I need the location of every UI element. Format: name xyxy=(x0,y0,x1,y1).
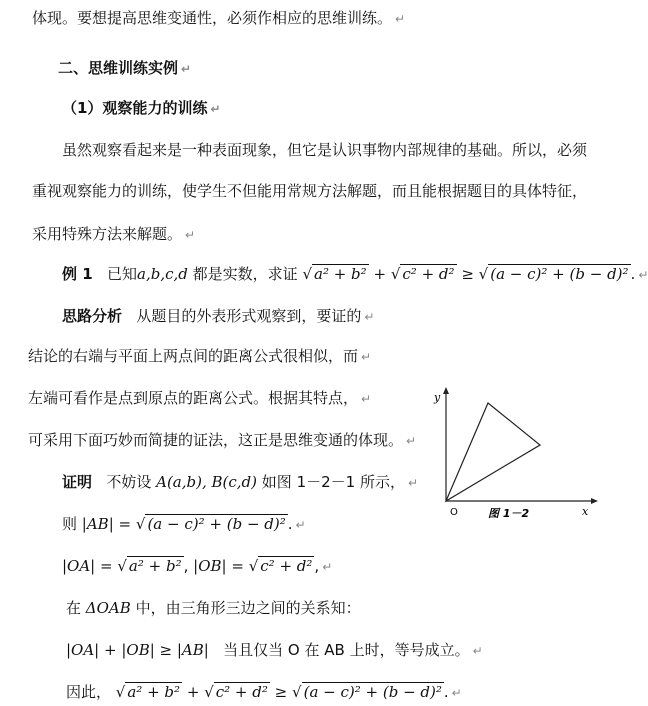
analysis-cont-2: 左端可看作是点到原点的距离公式。根据其特点， ↵ xyxy=(28,389,372,407)
proof-points: A(a,b), B(c,d) xyxy=(156,473,258,491)
text-line-1 xyxy=(32,8,405,29)
analysis-label: 思路分析 xyxy=(62,307,123,325)
proof-label: 证明 xyxy=(62,473,93,491)
y-axis-arrow xyxy=(443,387,449,394)
x-axis-arrow xyxy=(591,498,598,504)
paragraph-mark: ↵ xyxy=(395,12,406,26)
sqrt-rhs: √ (a − c)² + (b − d)² xyxy=(478,265,629,283)
analysis-line: 思路分析 从题目的外表形式观察到，要证的 ↵ xyxy=(62,307,375,325)
figure-caption: 图 1－2 xyxy=(488,507,530,520)
analysis-cont-1: 结论的右端与平面上两点间的距离公式很相似，而 ↵ xyxy=(28,347,372,365)
triangle-oab xyxy=(446,403,540,501)
origin-label: O xyxy=(450,507,458,518)
paragraph-line-1: 虽然观察看起来是一种表面现象，但它是认识事物内部规律的基础。所以，必须 xyxy=(62,141,588,159)
sub-heading: （1）观察能力的训练 ↵ xyxy=(62,99,221,117)
triangle-line: 在 ΔOAB 中，由三角形三边之间的关系知： xyxy=(66,599,361,617)
paragraph-line-2: 重视观察能力的训练，使学生不但能用常规方法解题，而且能根据题目的具体特征， xyxy=(32,182,588,200)
conclusion-line: 因此， √ a² + b² + √ c² + d² ≥ √ (a − c)² + (b − d)² . ↵ xyxy=(66,683,462,701)
intro-text: 体现。要想提高思维变通性，必须作相应的思维训练。 xyxy=(32,9,393,27)
y-axis-label: y xyxy=(434,391,441,404)
ab-formula: 则 |AB| = √ (a − c)² + (b − d)² . ↵ xyxy=(62,515,306,533)
example-1: 例 1 已知a,b,c,d 都是实数，求证 √ a² + b² + √ c² + d² ≥ √ (a − c)² + (b − d)² . ↵ xyxy=(62,265,648,283)
example-vars: a,b,c,d xyxy=(137,265,188,283)
analysis-cont-3: 可采用下面巧妙而简捷的证法，这正是思维变通的体现。 ↵ xyxy=(28,431,417,449)
sqrt-lhs1: √ a² + b² xyxy=(302,265,367,283)
section-heading: 二、思维训练实例 ↵ xyxy=(58,59,192,77)
oa-ob-formula: |OA| = √ a² + b² , |OB| = √ c² + d² , ↵ xyxy=(62,557,333,575)
example-label: 例 1 xyxy=(62,265,93,283)
x-axis-label: x xyxy=(582,505,589,518)
inequality-line: |OA| + |OB| ≥ |AB| 当且仅当 O 在 AB 上时，等号成立。 ↵ xyxy=(66,641,483,659)
paragraph-line-3: 采用特殊方法来解题。 ↵ xyxy=(32,225,196,243)
figure-1-2-1 xyxy=(432,383,602,523)
proof-line: 证明 不妨设 A(a,b), B(c,d) 如图 1－2－1 所示， ↵ xyxy=(62,473,419,491)
sqrt-lhs2: √ c² + d² xyxy=(390,265,455,283)
